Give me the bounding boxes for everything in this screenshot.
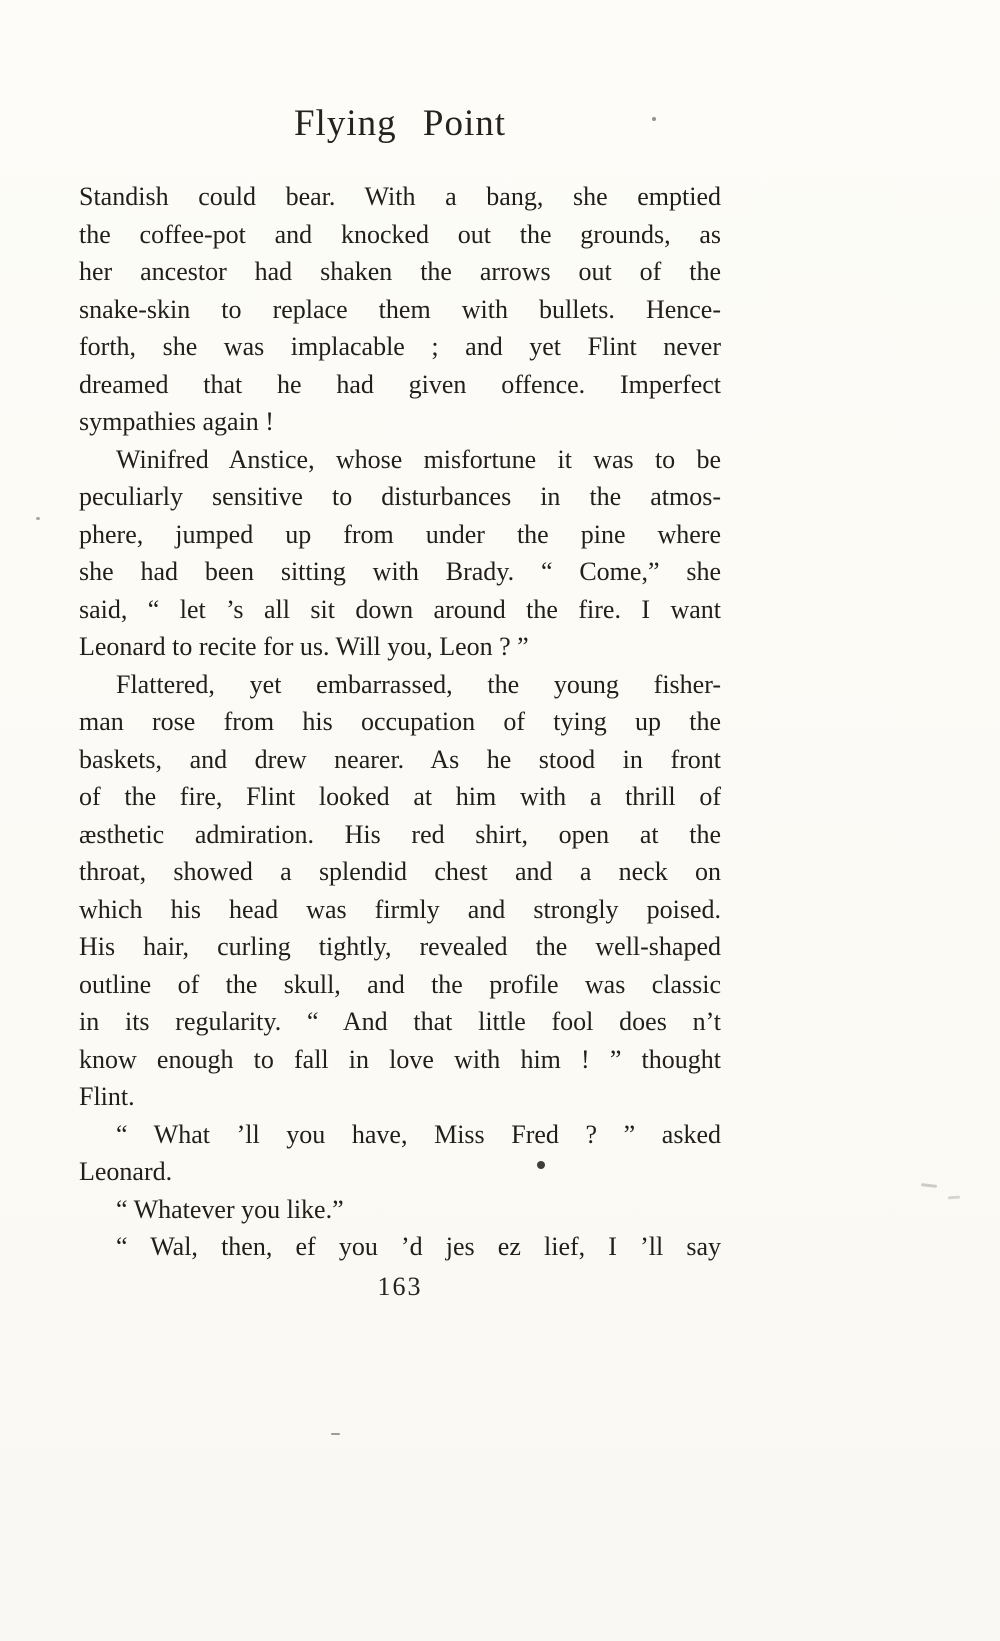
text-block	[79, 178, 721, 1305]
text-line: peculiarly sensitive to disturbances in the atmos-	[79, 482, 721, 511]
ink-spot	[537, 1161, 545, 1169]
text-line: Flint.	[79, 1082, 135, 1111]
paragraph	[79, 1191, 721, 1229]
paragraph	[79, 1116, 721, 1191]
text-line: said, “ let ’s all sit down around the fire. I want	[79, 594, 721, 624]
text-line: “ Whatever you like.”	[116, 1194, 344, 1224]
text-line: His hair, curling tightly, revealed the well-shaped	[79, 932, 721, 961]
text-line: dreamed that he had given offence. Imperfect	[79, 369, 721, 399]
text-line: phere, jumped up from under the pine where	[79, 519, 721, 549]
text-line: outline of the skull, and the profile was classic	[79, 969, 721, 999]
text-line: “ Wal, then, ef you ’d jes ez lief, I ’ll say	[116, 1232, 721, 1261]
text-line: the coffee-pot and knocked out the grounds, as	[79, 219, 721, 249]
text-line: Winifred Anstice, whose misfortune it was to be	[116, 444, 721, 474]
page-number: 163	[377, 1271, 423, 1301]
text-line: she had been sitting with Brady. “ Come,” she	[79, 557, 721, 586]
text-line: “ What ’ll you have, Miss Fred ? ” asked	[116, 1119, 721, 1149]
text-line: throat, showed a splendid chest and a neck on	[79, 857, 721, 886]
ink-mark	[948, 1196, 960, 1200]
text-line: sympathies again !	[79, 407, 274, 436]
text-line: which his head was firmly and strongly poised.	[79, 894, 721, 924]
paragraphs	[79, 178, 721, 1266]
paragraph	[79, 666, 721, 1116]
text-line: æsthetic admiration. His red shirt, open at the	[79, 819, 721, 849]
ink-spot	[36, 517, 40, 520]
page-title: Flying Point	[293, 103, 507, 144]
text-line: man rose from his occupation of tying up the	[79, 707, 721, 736]
paragraph	[79, 178, 721, 441]
text-line: in its regularity. “ And that little fool does n’t	[79, 1007, 721, 1036]
ink-mark	[921, 1183, 937, 1188]
ink-spot	[652, 117, 656, 121]
text-line: her ancestor had shaken the arrows out of the	[79, 257, 721, 286]
text-line: snake-skin to replace them with bullets. Hence-	[79, 294, 721, 324]
text-line: of the fire, Flint looked at him with a thrill of	[79, 782, 721, 811]
text-line: know enough to fall in love with him ! ” thought	[79, 1044, 721, 1074]
text-line: Leonard to recite for us. Will you, Leon ? ”	[79, 632, 529, 661]
text-line: Leonard.	[79, 1157, 173, 1186]
paragraph	[79, 1228, 721, 1266]
ink-mark	[331, 1433, 340, 1435]
text-line: Flattered, yet embarrassed, the young fisher-	[116, 669, 721, 699]
text-line: forth, she was implacable ; and yet Flint never	[79, 332, 721, 361]
text-line: baskets, and drew nearer. As he stood in front	[79, 744, 721, 774]
paragraph	[79, 441, 721, 666]
text-line: Standish could bear. With a bang, she emptied	[79, 182, 721, 211]
